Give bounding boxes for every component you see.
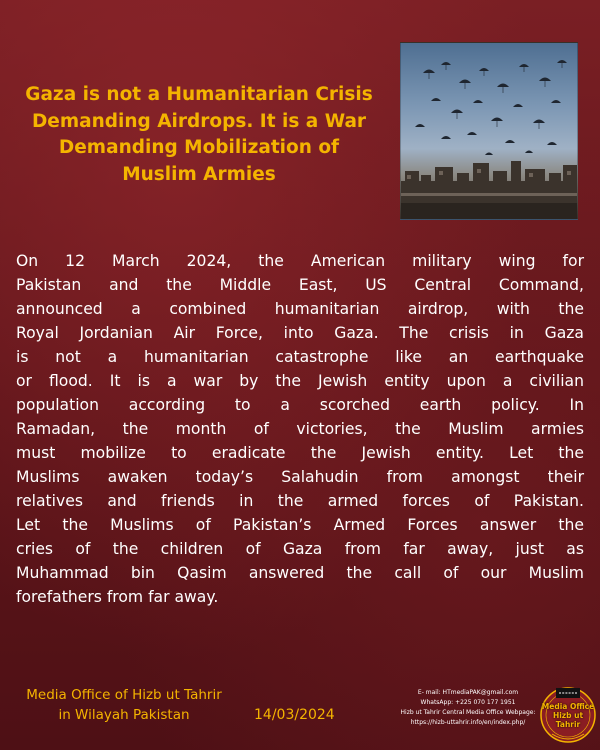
body-line: population according to a scorched earth policy. In [16,396,584,414]
body-line: cries of the children of Gaza from far away, just as [16,540,584,558]
body-line: or flood. It is a war by the Jewish entity upon a civilian [16,372,584,390]
body-line: Muhammad bin Qasim answered the call of our Muslim [16,564,584,582]
body-line: announced a combined humanitarian airdrop, with the [16,300,584,318]
body-line: forefathers from far away. [16,588,219,606]
body-line: must mobilize to eradicate the Jewish entity. Let the [16,444,584,462]
body-line: Royal Jordanian Air Force, into Gaza. The crisis in Gaza [16,324,584,342]
body-line: relatives and friends in the armed forces of Pakistan. [16,492,584,510]
article-body [16,249,584,609]
body-line: Ramadan, the month of victories, the Muslim armies [16,420,584,438]
contact-webpage-url: https://hizb-uttahrir.info/en/index.php/ [410,719,526,726]
airdrop-photo-graphic [401,43,578,220]
body-line: Let the Muslims of Pakistan’s Armed Forces answer the [16,516,584,534]
body-line: On 12 March 2024, the American military wing for [16,252,584,270]
media-office-logo [540,684,596,746]
headline-line: Gaza is not a Humanitarian Crisis [25,84,373,105]
publication-date: 14/03/2024 [254,707,335,723]
contact-whatsapp: WhatsApp: +225 070 177 1951 [420,699,516,706]
footer-org-line: Media Office of Hizb ut Tahrir [26,687,222,703]
headline [0,82,398,188]
footer-organization [0,685,248,725]
body-line: Muslims awaken today’s Salahudin from amongst their [16,468,584,486]
body-line: is not a humanitarian catastrophe like an earthquake [16,348,584,366]
logo-text [540,702,596,729]
logo-text-line: Hizb ut [552,711,584,720]
contact-info [388,688,548,728]
body-line: Pakistan and the Middle East, US Central Command, [16,276,584,294]
airdrop-photo [400,42,578,220]
logo-text-line: Tahrir [555,720,581,729]
headline-line: Muslim Armies [122,163,276,185]
logo-text-line: Media Office [541,702,595,711]
contact-webpage-label: Hizb ut Tahrir Central Media Office Webpage: [400,709,536,716]
footer-org-line: in Wilayah Pakistan [58,707,190,723]
headline-line: Demanding Airdrops. It is a War [31,110,367,132]
contact-email: E- mail: HTmediaPAK@gmail.com [417,689,519,696]
headline-line: Demanding Mobilization of [58,137,340,158]
